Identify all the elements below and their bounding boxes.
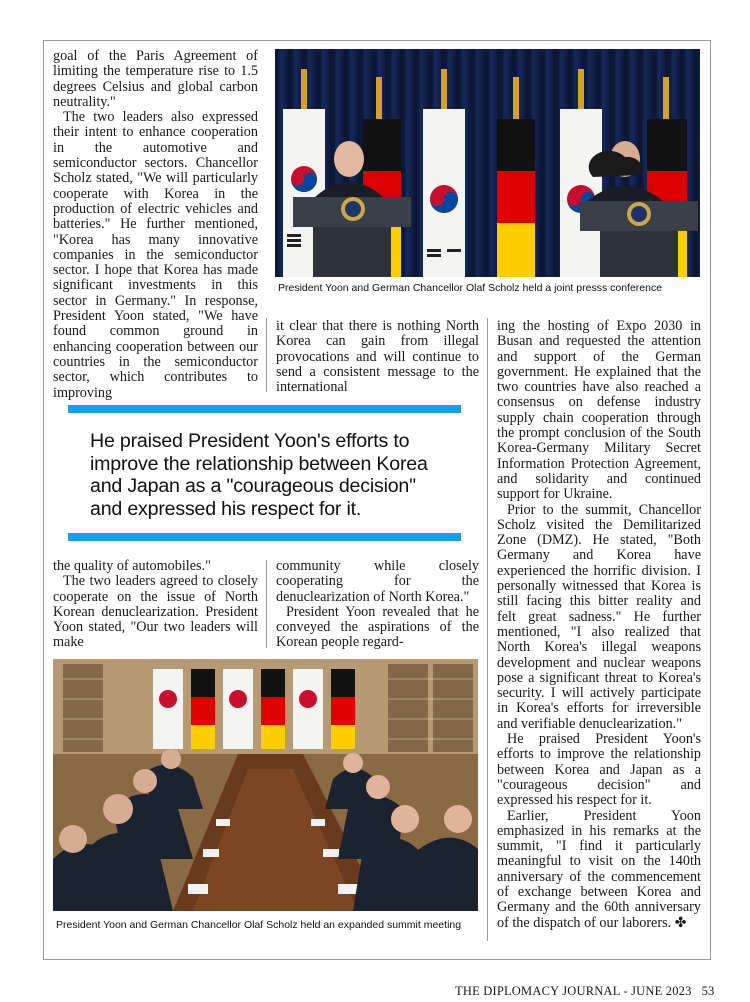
pull-quote-top-bar (68, 405, 461, 413)
column-divider (266, 560, 267, 648)
summit-meeting-caption: President Yoon and German Chancellor Olaf Scholz held an expanded summit meeting (56, 919, 462, 931)
paragraph: He praised President Yoon's efforts to improve the relationship between Korea and Japan as a "courageous decision" and expressed his respect for it. (497, 731, 701, 809)
pull-quote: He praised President Yoon's efforts to improve the relationship between Korea and Japan as a "courageous decision" and expressed his respect for it. (90, 430, 428, 520)
press-conference-caption: President Yoon and German Chancellor Olaf Scholz held a joint presss conference (278, 282, 663, 294)
paragraph: it clear that there is nothing North Korea can gain from illegal provocations and will continue to send a consistent message to the international (276, 318, 479, 396)
end-mark-icon: ✤ (674, 914, 687, 931)
paragraph: community while closely cooperating for the denuclearization of North Korea." (276, 558, 479, 605)
paragraph (497, 809, 701, 931)
page-footer (455, 984, 714, 999)
pull-quote-bottom-bar (68, 533, 461, 541)
page-number: 53 (701, 984, 715, 998)
column-divider (487, 318, 488, 941)
article-column-2-top (276, 319, 479, 395)
article-column-1-top (53, 48, 258, 401)
paragraph: ing the hosting of Expo 2030 in Busan and requested the attention and support of the German government. He explained that the two countries have also reached a consensus on defense industry supply chain cooperation through the prompt conclusion of the South Korea-Germany Military Secret Information Protection Agreement, and solidarity and continued support for Ukraine. (497, 318, 701, 503)
paragraph: The two leaders also expressed their intent to enhance cooperation in the automotive and semiconductor sectors. Chancellor Scholz stated, "We will particularly cooperate with Korea in the production of electric vehicles and batteries." He further mentioned, "Korea has many innovative companies in the semiconductor sector. I hope that Korea has made significant investments in this sector in Germany." In response, President Yoon stated, "We have found common ground in enhancing cooperation between our countries in the semiconductor sector, which contributes to improving (53, 109, 258, 401)
summit-meeting-photo (53, 659, 478, 911)
paragraph: The two leaders agreed to closely cooperate on the issue of North Korean denuclearization. President Yoon stated, "Our two leaders will make (53, 573, 258, 651)
paragraph: the quality of automobiles." (53, 558, 211, 574)
paragraph: President Yoon revealed that he conveyed the aspirations of the Korean people regard- (276, 603, 479, 651)
article-column-3 (497, 319, 701, 931)
journal-name: THE DIPLOMACY JOURNAL - JUNE 2023 (455, 984, 692, 998)
paragraph: goal of the Paris Agreement of limiting the temperature rise to 1.5 degrees Celsius and global carbon neutrality." (53, 48, 258, 110)
article-column-2-mid (276, 559, 479, 651)
article-column-1-mid (53, 559, 258, 651)
press-conference-photo (275, 49, 700, 277)
column-divider (266, 318, 267, 392)
paragraph: Prior to the summit, Chancellor Scholz visited the Demilitarized Zone (DMZ). He stated, "Both Germany and Korea have experienced the horrific division. I personally witnessed that Korea is still facing this bitter reality and felt great sadness." He further mentioned, "I also realized that North Korea's illegal weapons development and nuclear weapons pose a significant threat to Korea's security. I will actively participate in Korea's efforts for irreversible and verifiable denuclearization." (497, 501, 701, 732)
paragraph-text: Earlier, President Yoon emphasized in his remarks at the summit, "I find it particularly meaningful to visit on the 140th anniversary of the commencement of exchange between Korea and Germany and the 60th anniversary of the dispatch of our laborers. (497, 807, 701, 931)
